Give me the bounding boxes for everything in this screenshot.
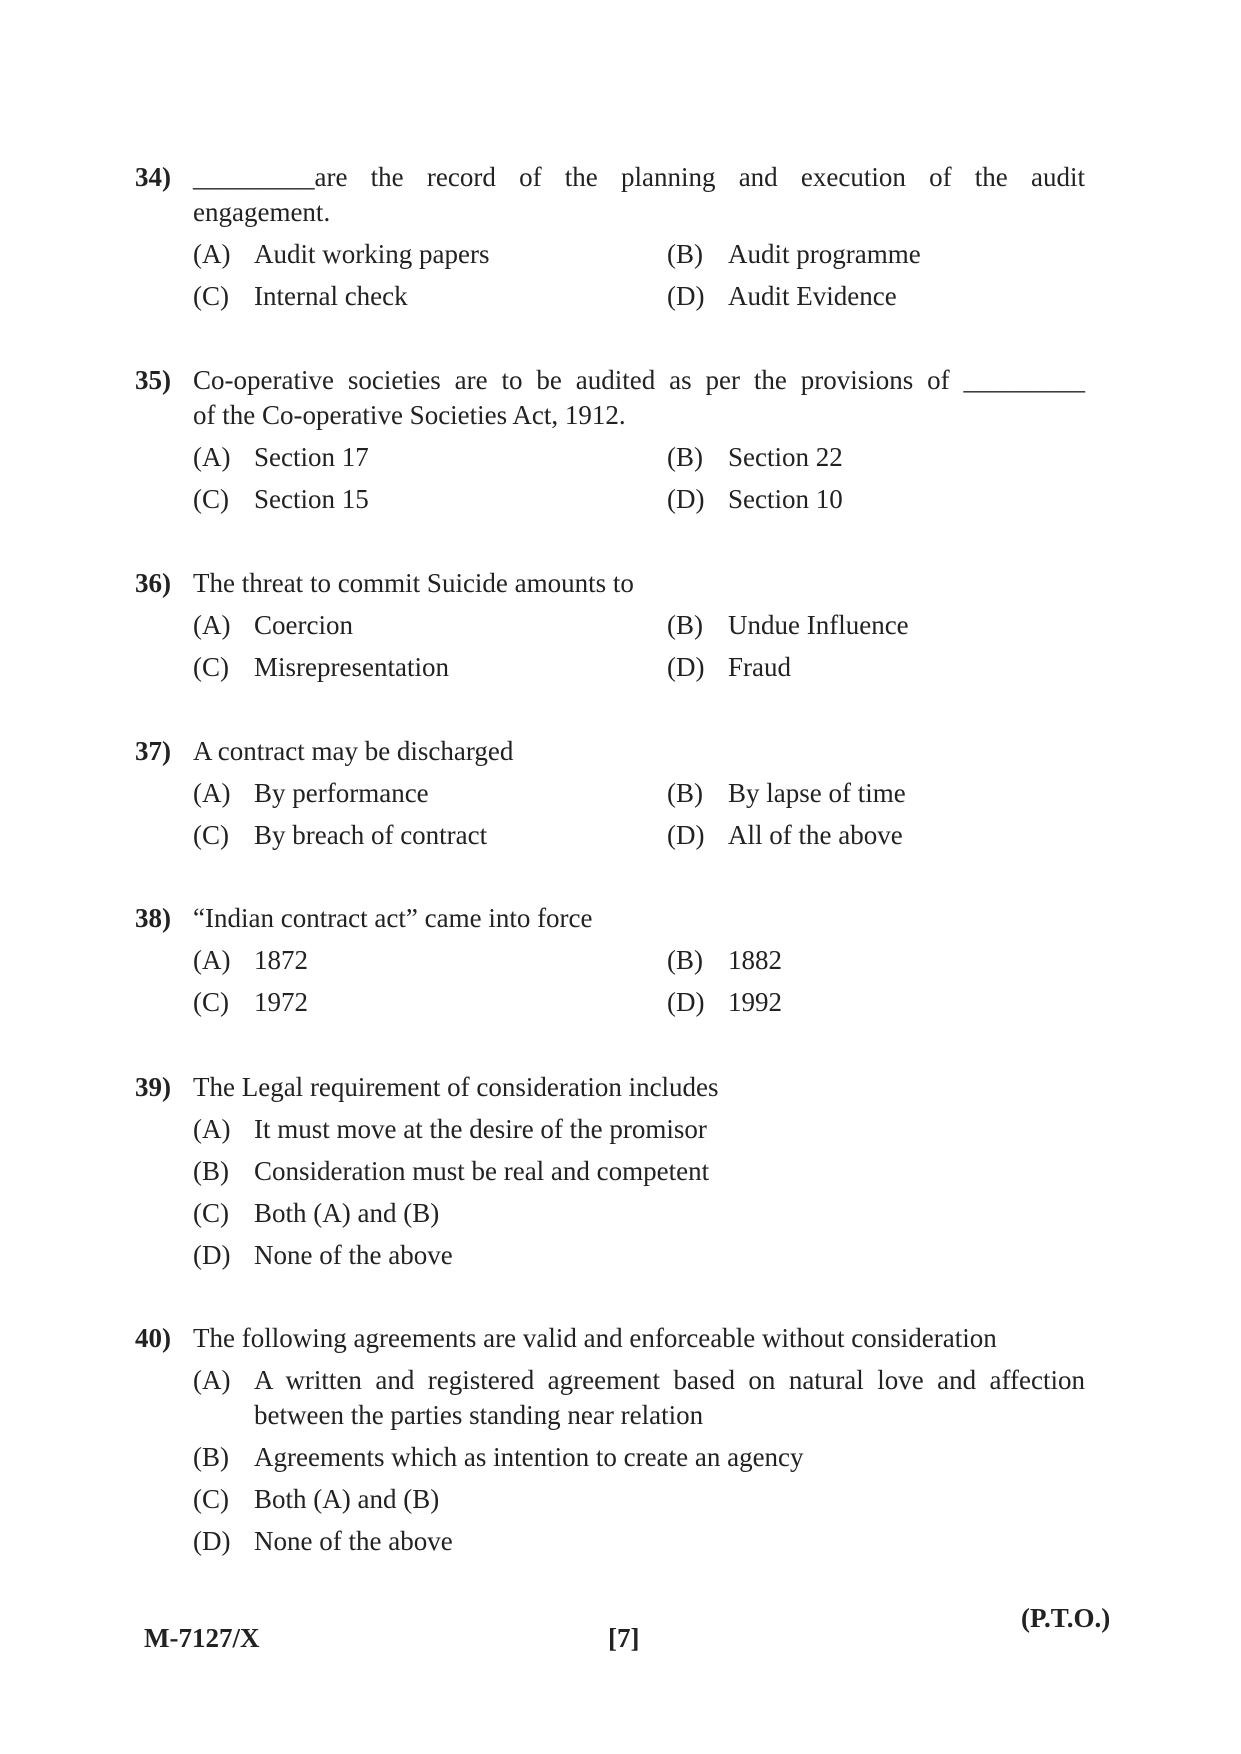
option-c [193, 650, 667, 685]
question-36 [135, 566, 1085, 685]
option-label: (D) [667, 820, 705, 850]
option-label: (C) [193, 281, 229, 311]
question-text: The following agreements are valid and enforceable without consideration [193, 1323, 997, 1353]
option-text: 1872 [254, 945, 308, 975]
option-a [193, 776, 667, 811]
options-grid [135, 943, 1085, 1020]
option-b [667, 776, 1085, 811]
option-text: 1972 [254, 987, 308, 1017]
options-grid [135, 237, 1085, 314]
question-number: 37) [135, 736, 171, 766]
question-number: 34) [135, 162, 171, 192]
option-text: It must move at the desire of the promisor [254, 1114, 707, 1144]
option-b [193, 1154, 1085, 1189]
option-label: (C) [193, 484, 229, 514]
option-text: Both (A) and (B) [254, 1198, 440, 1228]
option-label: (D) [193, 1240, 231, 1270]
option-label: (B) [667, 778, 703, 808]
option-label: (C) [193, 652, 229, 682]
option-text: Consideration must be real and competent [254, 1156, 710, 1186]
option-label: (C) [193, 1484, 229, 1514]
option-text: By performance [254, 778, 429, 808]
option-text: Agreements which as intention to create an agency [254, 1442, 804, 1472]
option-text: Section 17 [254, 442, 369, 472]
paper-code: M-7127/X [144, 1623, 260, 1653]
option-c [193, 279, 667, 314]
option-d [667, 985, 1085, 1020]
question-38 [135, 901, 1085, 1020]
option-text-line-2: between the parties standing near relation [254, 1400, 704, 1430]
option-label: (C) [193, 1198, 229, 1228]
option-text: 1992 [728, 987, 782, 1017]
option-b [667, 608, 1085, 643]
option-d [667, 482, 1085, 517]
question-37 [135, 734, 1085, 853]
question-text: The threat to commit Suicide amounts to [193, 568, 634, 598]
option-b [193, 1440, 1085, 1475]
question-number: 40) [135, 1323, 171, 1353]
option-text: Undue Influence [728, 610, 909, 640]
option-c [193, 1482, 1085, 1517]
option-label: (D) [667, 484, 705, 514]
option-label: (A) [193, 442, 231, 472]
question-39 [135, 1070, 1085, 1280]
option-text: By breach of contract [254, 820, 488, 850]
option-text: Coercion [254, 610, 353, 640]
option-label: (A) [193, 1114, 231, 1144]
option-text [254, 1363, 1085, 1433]
question-text: The Legal requirement of consideration includes [193, 1072, 719, 1102]
option-c [193, 482, 667, 517]
option-a [193, 440, 667, 475]
option-text: By lapse of time [728, 778, 906, 808]
question-text: “Indian contract act” came into force [193, 903, 593, 933]
question-number: 36) [135, 568, 171, 598]
option-text: Audit programme [728, 239, 921, 269]
option-a [193, 237, 667, 272]
question-40 [135, 1321, 1085, 1566]
option-d [667, 279, 1085, 314]
option-text: Fraud [728, 652, 791, 682]
option-label: (D) [667, 987, 705, 1017]
option-c [193, 985, 667, 1020]
option-label: (B) [667, 945, 703, 975]
option-a [193, 1363, 1085, 1433]
option-label: (A) [193, 610, 231, 640]
option-d [667, 650, 1085, 685]
options-grid [135, 776, 1085, 853]
option-label: (A) [193, 945, 231, 975]
options-list [135, 1112, 1085, 1273]
option-text: None of the above [254, 1526, 453, 1556]
option-label: (B) [193, 1442, 229, 1472]
please-turn-over-note: (P.T.O.) [1021, 1603, 1111, 1633]
question-number: 39) [135, 1072, 171, 1102]
option-text: Audit Evidence [728, 281, 897, 311]
options-list [135, 1363, 1085, 1559]
options-grid [135, 440, 1085, 517]
option-label: (D) [193, 1526, 231, 1556]
option-d [193, 1238, 1085, 1273]
option-a [193, 1112, 1085, 1147]
question-35 [135, 363, 1085, 517]
option-b [667, 440, 1085, 475]
option-a [193, 608, 667, 643]
option-text: Both (A) and (B) [254, 1484, 440, 1514]
option-text: None of the above [254, 1240, 453, 1270]
option-label: (B) [667, 239, 703, 269]
option-text: Audit working papers [254, 239, 490, 269]
option-label: (A) [193, 778, 231, 808]
option-label: (D) [667, 281, 705, 311]
option-text: Internal check [254, 281, 408, 311]
option-label: (B) [193, 1156, 229, 1186]
option-text: Section 10 [728, 484, 843, 514]
option-b [667, 237, 1085, 272]
option-c [193, 818, 667, 853]
option-text: Section 22 [728, 442, 843, 472]
question-text: Co-operative societies are to be audited as per the provisions of _________ [193, 365, 1085, 395]
option-b [667, 943, 1085, 978]
question-text: _________are the record of the planning and execution of the audit [193, 162, 1085, 192]
option-text: All of the above [728, 820, 903, 850]
option-a [193, 943, 667, 978]
option-label: (D) [667, 652, 705, 682]
option-label: (A) [193, 239, 231, 269]
option-d [667, 818, 1085, 853]
option-text: 1882 [728, 945, 782, 975]
question-34 [135, 160, 1085, 314]
option-c [193, 1196, 1085, 1231]
question-text-continued: engagement. [193, 197, 331, 227]
question-number: 35) [135, 365, 171, 395]
option-label: (C) [193, 987, 229, 1017]
option-text: Section 15 [254, 484, 369, 514]
option-text-line-1: A written and registered agreement based on natural love and affection [254, 1365, 1085, 1395]
question-text-continued: of the Co-operative Societies Act, 1912. [193, 400, 626, 430]
option-label: (A) [193, 1365, 231, 1395]
question-text: A contract may be discharged [193, 736, 514, 766]
options-grid [135, 608, 1085, 685]
page-number: [7] [608, 1623, 640, 1653]
option-label: (B) [667, 442, 703, 472]
option-label: (B) [667, 610, 703, 640]
option-label: (C) [193, 820, 229, 850]
option-d [193, 1524, 1085, 1559]
question-number: 38) [135, 903, 171, 933]
option-text: Misrepresentation [254, 652, 449, 682]
